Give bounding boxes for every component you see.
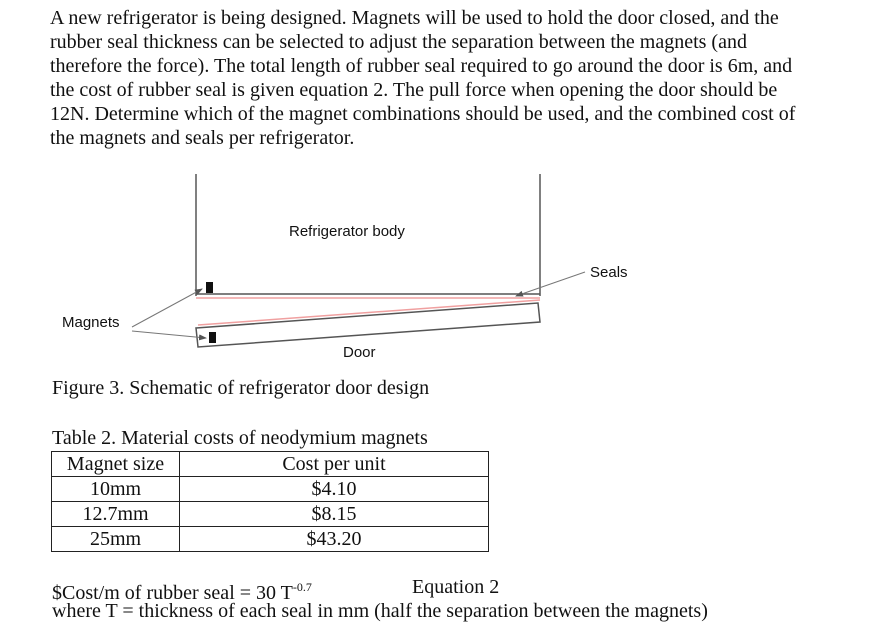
problem-line: 12N. Determine which of the magnet combinations should be used, and the combined cost of (50, 103, 796, 125)
problem-statement (50, 6, 880, 150)
door-magnet (209, 332, 216, 343)
magnet-size-cell: 12.7mm (52, 502, 180, 527)
magnets-leader-upper (132, 289, 202, 327)
seals-leader (516, 272, 585, 296)
seal-lines (196, 298, 540, 325)
equation-exponent: -0.7 (292, 580, 312, 594)
problem-line: rubber seal thickness can be selected to adjust the separation between the magnets (and (50, 31, 747, 53)
door-label: Door (343, 344, 376, 361)
refrigerator-door-schematic (0, 160, 890, 370)
cost-cell: $4.10 (180, 477, 489, 502)
equation-label: Equation 2 (412, 576, 500, 598)
seals-label: Seals (590, 264, 628, 281)
equation-lhs: $Cost/m of rubber seal = 30 T (52, 582, 293, 604)
magnet-size-cell: 25mm (52, 527, 180, 552)
figure-caption: Figure 3. Schematic of refrigerator door design (52, 377, 430, 399)
body-magnet (206, 282, 213, 293)
cost-cell: $43.20 (180, 527, 489, 552)
problem-line: the cost of rubber seal is given equation 2. The pull force when opening the door should be (50, 79, 778, 101)
problem-line: therefore the force). The total length of rubber seal required to go around the door is 6m, and (50, 55, 793, 77)
magnets-label: Magnets (62, 314, 120, 331)
table-row (52, 502, 489, 527)
magnet-size-cell: 10mm (52, 477, 180, 502)
problem-line: A new refrigerator is being designed. Magnets will be used to hold the door closed, and the (50, 7, 779, 29)
column-header: Cost per unit (180, 452, 489, 477)
magnets-leader-lower (132, 331, 206, 338)
problem-line: the magnets and seals per refrigerator. (50, 127, 355, 149)
column-header: Magnet size (52, 452, 180, 477)
door (196, 303, 540, 347)
table-row (52, 477, 489, 502)
table-row (52, 527, 489, 552)
refrigerator-body-label: Refrigerator body (289, 223, 405, 240)
equation-definition: where T = thickness of each seal in mm (half the separation between the magnets) (52, 600, 708, 622)
magnet-cost-table (51, 451, 489, 552)
cost-cell: $8.15 (180, 502, 489, 527)
table-header-row (52, 452, 489, 477)
table-caption: Table 2. Material costs of neodymium magnets (52, 427, 428, 449)
